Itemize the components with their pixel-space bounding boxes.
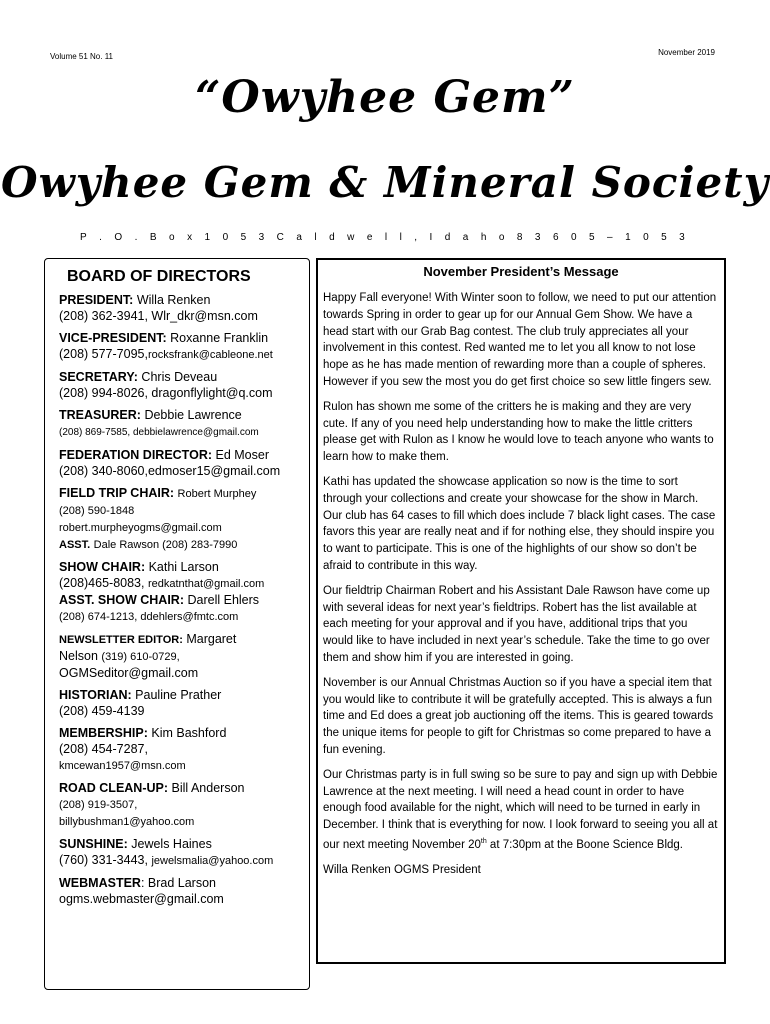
address-char: 0 bbox=[570, 232, 577, 243]
role-label: SHOW CHAIR: bbox=[59, 560, 146, 574]
address-char: l bbox=[384, 232, 388, 243]
email: rocksfrank@cableone.net bbox=[147, 349, 273, 361]
role-label: ASST. SHOW CHAIR: bbox=[59, 593, 184, 607]
role-label: SUNSHINE: bbox=[59, 837, 128, 851]
address-char: h bbox=[480, 232, 487, 243]
role-label: FIELD TRIP CHAIR: bbox=[59, 486, 175, 500]
phone: (208)465-8083, bbox=[59, 576, 145, 590]
role-label: PRESIDENT: bbox=[59, 293, 134, 307]
person-name: Debbie Lawrence bbox=[144, 408, 242, 422]
phone: (208) 577-7095, bbox=[59, 347, 148, 361]
person-name: Margaret bbox=[186, 632, 237, 646]
newsletter-title: “Owyhee Gem” bbox=[195, 72, 575, 123]
message-paragraph: Our fieldtrip Chairman Robert and his Assistant Dale Rawson have come up with several ideas for next year’s fieldtrips. Robert has the list available at each meeting for your approval and if you have, additional trips that you would like to have included in next year’s schedule. Take the time to go over them and show him if you are interested in going. bbox=[323, 584, 710, 664]
address-char: l bbox=[314, 232, 317, 243]
webmaster-entry bbox=[59, 875, 309, 907]
society-name: Owyhee Gem & Mineral Society bbox=[1, 158, 769, 207]
phone: (760) 331-3443, bbox=[59, 853, 148, 867]
address-char: – bbox=[607, 232, 613, 243]
person-name: Robert Murphey bbox=[177, 488, 257, 500]
address-char: 3 bbox=[258, 232, 265, 243]
contact: (208) 994-8026, dragonflylight@q.com bbox=[59, 386, 273, 400]
newsletter-editor-entry bbox=[59, 631, 309, 681]
address-char: . bbox=[99, 232, 102, 243]
address-char: B bbox=[149, 232, 157, 243]
mailing-address bbox=[80, 232, 685, 243]
address-char: a bbox=[296, 232, 302, 243]
person-name: Darell Ehlers bbox=[187, 593, 260, 607]
phone: (319) 610-0729, bbox=[101, 651, 180, 663]
email: redkatnthat@gmail.com bbox=[147, 578, 265, 590]
board-directory bbox=[59, 292, 309, 913]
contact: (208) 362-3941, Wlr_dkr@msn.com bbox=[59, 309, 258, 323]
role-label: MEMBERSHIP: bbox=[59, 726, 148, 740]
issue-date: November 2019 bbox=[658, 48, 715, 57]
person-name: Kathi Larson bbox=[148, 560, 219, 574]
paragraph-text: Our Christmas party is in full swing so be sure to pay and sign up with Debbie Lawrence at the next meeting. I will need a head count in order to have enough food available for the night, which will need to be turned in early in December. I think that is everything for now. I look forward to seeing you all at our next meeting November 20 bbox=[323, 768, 718, 851]
role-label: SECRETARY: bbox=[59, 370, 138, 384]
email: OGMSeditor@gmail.com bbox=[59, 666, 199, 680]
show-chair-entry bbox=[59, 559, 309, 625]
role-label: WEBMASTER bbox=[59, 876, 141, 890]
role-label: TREASURER: bbox=[59, 408, 141, 422]
person-name: Willa Renken bbox=[136, 293, 211, 307]
sunshine-entry bbox=[59, 836, 309, 869]
president-message bbox=[323, 290, 718, 886]
contact: (208) 869-7585, debbielawrence@gmail.com bbox=[59, 427, 259, 438]
message-paragraph: November is our Annual Christmas Auction so if you have a special item that you would like to contribute it will be gratefully accepted. This is always a fun time and Ed does a great job auctioning off the items. This is geared towards the unique items for people to gift for Christmas so come prepared to have a fun evening. bbox=[323, 676, 714, 756]
person-name: Bill Anderson bbox=[171, 781, 245, 795]
address-char: 3 bbox=[534, 232, 541, 243]
road-cleanup-entry bbox=[59, 780, 309, 830]
ordinal-suffix: th bbox=[480, 837, 487, 845]
role-label: ROAD CLEAN-UP: bbox=[59, 781, 169, 795]
phone: (208) 459-4139 bbox=[59, 704, 145, 718]
address-char: 5 bbox=[240, 232, 247, 243]
role-label: VICE-PRESIDENT: bbox=[59, 331, 167, 345]
address-char: , bbox=[414, 232, 418, 243]
message-paragraph: Kathi has updated the showcase application so now is the time to sort through your collections and create your showcase for the show in March. Our club has 64 cases to fill which does include 7 black light cases. The case favors this year are really neat and if for nothing else, they should inspire you to want to participate. This is one of the highlights of our show so don’t be afraid to contribute in this way. bbox=[323, 475, 716, 572]
secretary-entry bbox=[59, 369, 309, 401]
address-char: o bbox=[169, 232, 175, 243]
vice-president-entry bbox=[59, 330, 309, 363]
person-name: Nelson bbox=[59, 649, 98, 663]
person-name: Chris Deveau bbox=[141, 370, 218, 384]
email: jewelsmalia@yahoo.com bbox=[151, 855, 274, 867]
address-char: w bbox=[347, 232, 355, 243]
phone: (208) 590-1848 bbox=[59, 505, 135, 517]
contact: Dale Rawson (208) 283-7990 bbox=[93, 539, 238, 551]
person-name: Kim Bashford bbox=[151, 726, 227, 740]
person-name: Roxanne Franklin bbox=[170, 331, 269, 345]
email: billybushman1@yahoo.com bbox=[59, 816, 195, 828]
address-char: 5 bbox=[661, 232, 667, 243]
volume-number: Volume 51 No. 11 bbox=[50, 52, 114, 61]
address-char: . bbox=[134, 232, 138, 243]
role-label: ASST. bbox=[59, 539, 91, 551]
address-char: I bbox=[429, 232, 433, 243]
role-label: HISTORIAN: bbox=[59, 688, 132, 702]
paragraph-text: at 7:30pm at the Boone Science Bldg. bbox=[486, 838, 684, 851]
board-heading: BOARD OF DIRECTORS bbox=[67, 268, 251, 285]
address-char: 3 bbox=[679, 232, 685, 243]
address-char: 6 bbox=[552, 232, 559, 243]
message-paragraph: Happy Fall everyone! With Winter soon to follow, we need to put our attention towards Spring in order to gear up for our Annual Gem Show. We have a head start with our Grab Bag contest. The club truly appreciates all your involvement in this contest. Red wanted me to let you all know to not lose hope as he has made mention of rewarding more than a couple of spheres. However if you sew the most you do get first choice so sew little fingers sew. bbox=[323, 292, 717, 388]
address-char: O bbox=[114, 232, 123, 243]
address-char: o bbox=[498, 232, 505, 243]
address-char: 1 bbox=[204, 232, 211, 243]
phone: (208) 454-7287, bbox=[59, 742, 148, 756]
phone: (208) 919-3507, bbox=[59, 799, 138, 811]
historian-entry bbox=[59, 687, 309, 719]
address-char: d bbox=[329, 232, 335, 243]
address-char: 5 bbox=[589, 232, 595, 243]
person-name: Ed Moser bbox=[215, 448, 269, 462]
email: kmcewan1957@msn.com bbox=[59, 760, 186, 772]
contact: (208) 674-1213, ddehlers@fmtc.com bbox=[59, 611, 239, 623]
address-char: 0 bbox=[222, 232, 229, 243]
email: ogms.webmaster@gmail.com bbox=[59, 892, 224, 906]
field-trip-entry bbox=[59, 485, 309, 553]
message-paragraph bbox=[323, 767, 718, 854]
message-heading: November President’s Message bbox=[423, 264, 619, 279]
person-name: Jewels Haines bbox=[131, 837, 212, 851]
address-char: l bbox=[399, 232, 402, 243]
role-label: FEDERATION DIRECTOR: bbox=[59, 448, 213, 462]
message-paragraph: Rulon has shown me some of the critters he is making and they are very cute. If any of you need help understanding how to make the little critters please get with Rulon as I know he would love to teach anyone who wants to learn how to make them. bbox=[323, 400, 714, 464]
email: robert.murpheyogms@gmail.com bbox=[59, 522, 222, 534]
address-char: d bbox=[444, 232, 451, 243]
address-char: 1 bbox=[625, 232, 631, 243]
contact: (208) 340-8060,edmoser15@gmail.com bbox=[59, 464, 281, 478]
address-char: C bbox=[276, 232, 284, 243]
president-entry bbox=[59, 292, 309, 324]
address-char: a bbox=[462, 232, 469, 243]
treasurer-entry bbox=[59, 407, 309, 441]
membership-entry bbox=[59, 725, 309, 774]
person-name: : Brad Larson bbox=[140, 876, 216, 890]
address-char: 0 bbox=[643, 232, 649, 243]
role-label: NEWSLETTER EDITOR: bbox=[59, 634, 183, 646]
address-char: 8 bbox=[516, 232, 523, 243]
address-char: P bbox=[80, 232, 87, 243]
signature: Willa Renken OGMS President bbox=[323, 863, 481, 876]
address-char: e bbox=[366, 232, 373, 243]
person-name: Pauline Prather bbox=[135, 688, 222, 702]
federation-entry bbox=[59, 447, 309, 479]
address-char: x bbox=[187, 232, 193, 243]
